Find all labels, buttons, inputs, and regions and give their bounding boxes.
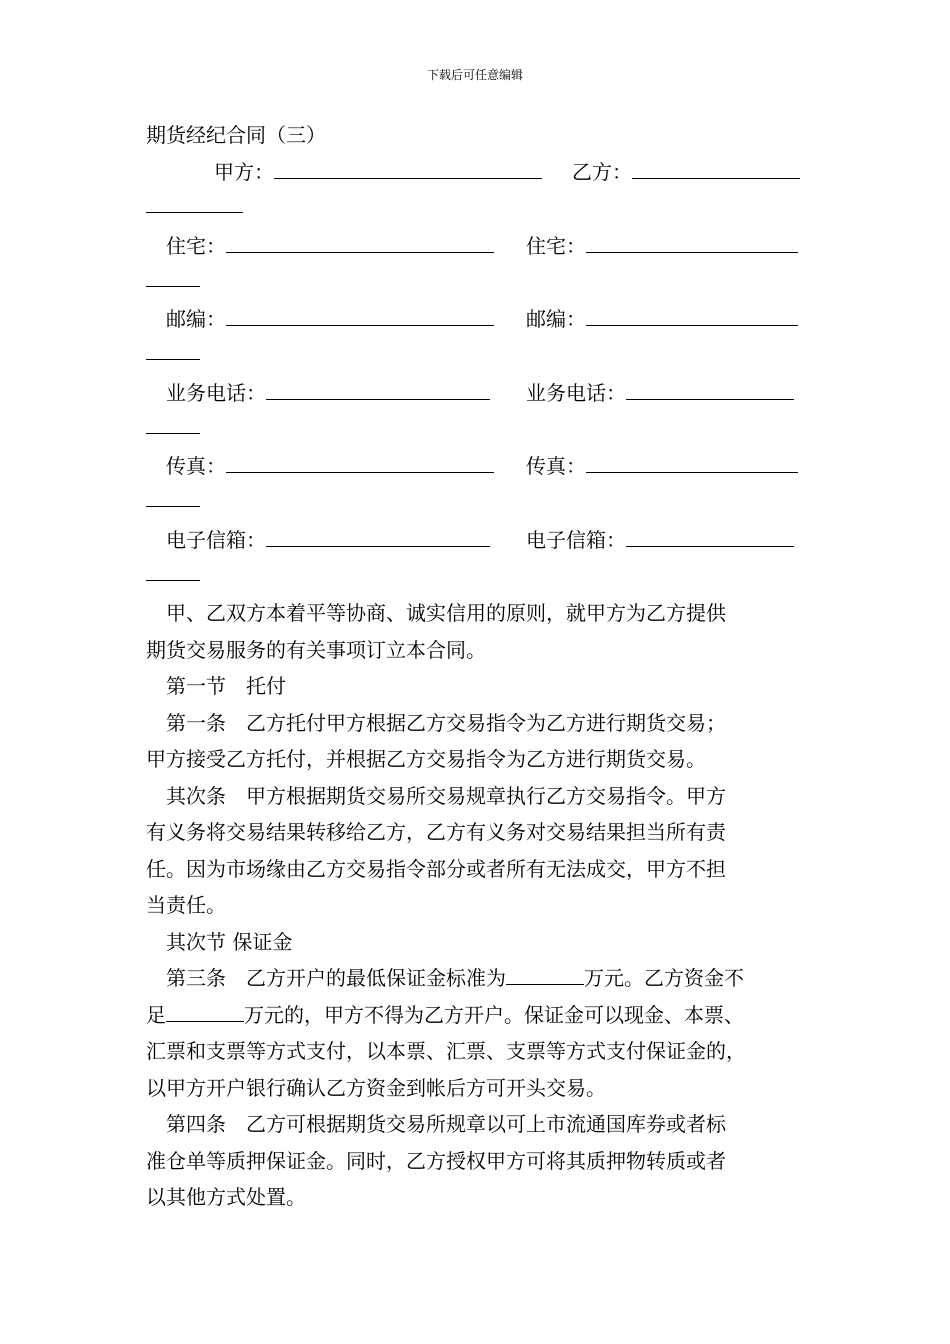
article-3-line <box>146 960 811 997</box>
party-b-blank[interactable] <box>632 156 800 179</box>
business-phone-left-blank[interactable] <box>266 377 490 400</box>
field-row-email <box>146 522 811 596</box>
email-right-label: 电子信箱： <box>526 527 626 552</box>
article-3-line <box>146 997 811 1034</box>
email-right-blank-continued[interactable] <box>146 558 200 581</box>
party-b-label: 乙方： <box>572 160 632 184</box>
article-2-line: 任。因为市场缘由乙方交易指令部分或者所有无法成交，甲方不担 <box>146 856 726 881</box>
article-2-line: 其次条 甲方根据期货交易所交易规章执行乙方交易指令。甲方 <box>166 783 726 808</box>
email-right-blank[interactable] <box>626 524 794 547</box>
field-row-fax <box>146 448 811 522</box>
fax-right-blank[interactable] <box>586 450 798 473</box>
article-4-line: 准仓单等质押保证金。同时，乙方授权甲方可将其质押物转质或者 <box>146 1148 726 1173</box>
field-row-residence <box>146 228 811 302</box>
insufficient-funds-blank[interactable] <box>166 999 244 1022</box>
contract-document <box>146 116 811 1216</box>
fax-left-label: 传真： <box>166 454 226 478</box>
residence-right-blank-continued[interactable] <box>146 264 200 287</box>
fax-right-label: 传真： <box>526 454 586 478</box>
article-2-line: 有义务将交易结果转移给乙方，乙方有义务对交易结果担当所有责 <box>146 820 726 844</box>
postcode-right-blank[interactable] <box>586 303 798 326</box>
business-phone-right-blank-continued[interactable] <box>146 411 200 434</box>
article-3-text: 万元的，甲方不得为乙方开户。保证金可以现金、本票、 <box>244 1002 744 1027</box>
article-4-line: 以其他方式处置。 <box>146 1185 306 1209</box>
business-phone-left-label: 业务电话： <box>166 380 266 405</box>
article-2-line: 当责任。 <box>146 893 226 917</box>
field-row-postcode <box>146 301 811 375</box>
article-2 <box>146 778 811 924</box>
article-3-line: 汇票和支票等方式支付，以本票、汇票、支票等方式支付保证金的， <box>146 1039 746 1063</box>
article-3 <box>146 960 811 1106</box>
intro-line: 期货交易服务的有关事项订立本合同。 <box>146 637 486 662</box>
section-2-title: 其次节 保证金 <box>166 929 293 954</box>
document-title: 期货经纪合同（三） <box>146 123 326 147</box>
article-3-line: 以甲方开户银行确认乙方资金到帐后方可开头交易。 <box>146 1075 606 1100</box>
intro-line: 甲、乙双方本着平等协商、诚实信用的原则，就甲方为乙方提供 <box>166 601 726 625</box>
email-left-blank[interactable] <box>266 524 490 547</box>
party-row <box>146 154 811 228</box>
article-1 <box>146 705 811 778</box>
party-b-blank-continued[interactable] <box>146 190 243 213</box>
postcode-left-blank[interactable] <box>226 303 494 326</box>
residence-right-blank[interactable] <box>586 230 798 253</box>
residence-left-blank[interactable] <box>226 230 494 253</box>
article-3-text: 足 <box>146 1002 166 1027</box>
min-deposit-blank[interactable] <box>506 962 584 985</box>
intro-paragraph <box>146 595 811 668</box>
postcode-right-label: 邮编： <box>526 307 586 331</box>
business-phone-right-blank[interactable] <box>626 377 794 400</box>
article-1-line: 甲方接受乙方托付，并根据乙方交易指令为乙方进行期货交易。 <box>146 747 706 771</box>
article-3-text: 第三条 乙方开户的最低保证金标准为 <box>166 966 506 990</box>
postcode-right-blank-continued[interactable] <box>146 337 200 360</box>
article-4 <box>146 1106 811 1216</box>
residence-left-label: 住宅： <box>166 233 226 258</box>
article-1-line: 第一条 乙方托付甲方根据乙方交易指令为乙方进行期货交易； <box>166 710 726 735</box>
party-a-blank[interactable] <box>274 156 542 179</box>
fax-left-blank[interactable] <box>226 450 494 473</box>
article-4-line: 第四条 乙方可根据期货交易所规章以可上市流通国库券或者标 <box>166 1112 726 1136</box>
email-left-label: 电子信箱： <box>166 527 266 552</box>
party-a-label: 甲方： <box>214 160 274 184</box>
section-1-title: 第一节 托付 <box>166 674 286 698</box>
field-row-business-phone <box>146 375 811 449</box>
fax-right-blank-continued[interactable] <box>146 484 200 507</box>
business-phone-right-label: 业务电话： <box>526 380 626 405</box>
article-3-text: 万元。乙方资金不 <box>584 966 744 990</box>
residence-right-label: 住宅： <box>526 233 586 258</box>
postcode-left-label: 邮编： <box>166 307 226 331</box>
page-header-note: 下载后可任意编辑 <box>426 68 523 82</box>
